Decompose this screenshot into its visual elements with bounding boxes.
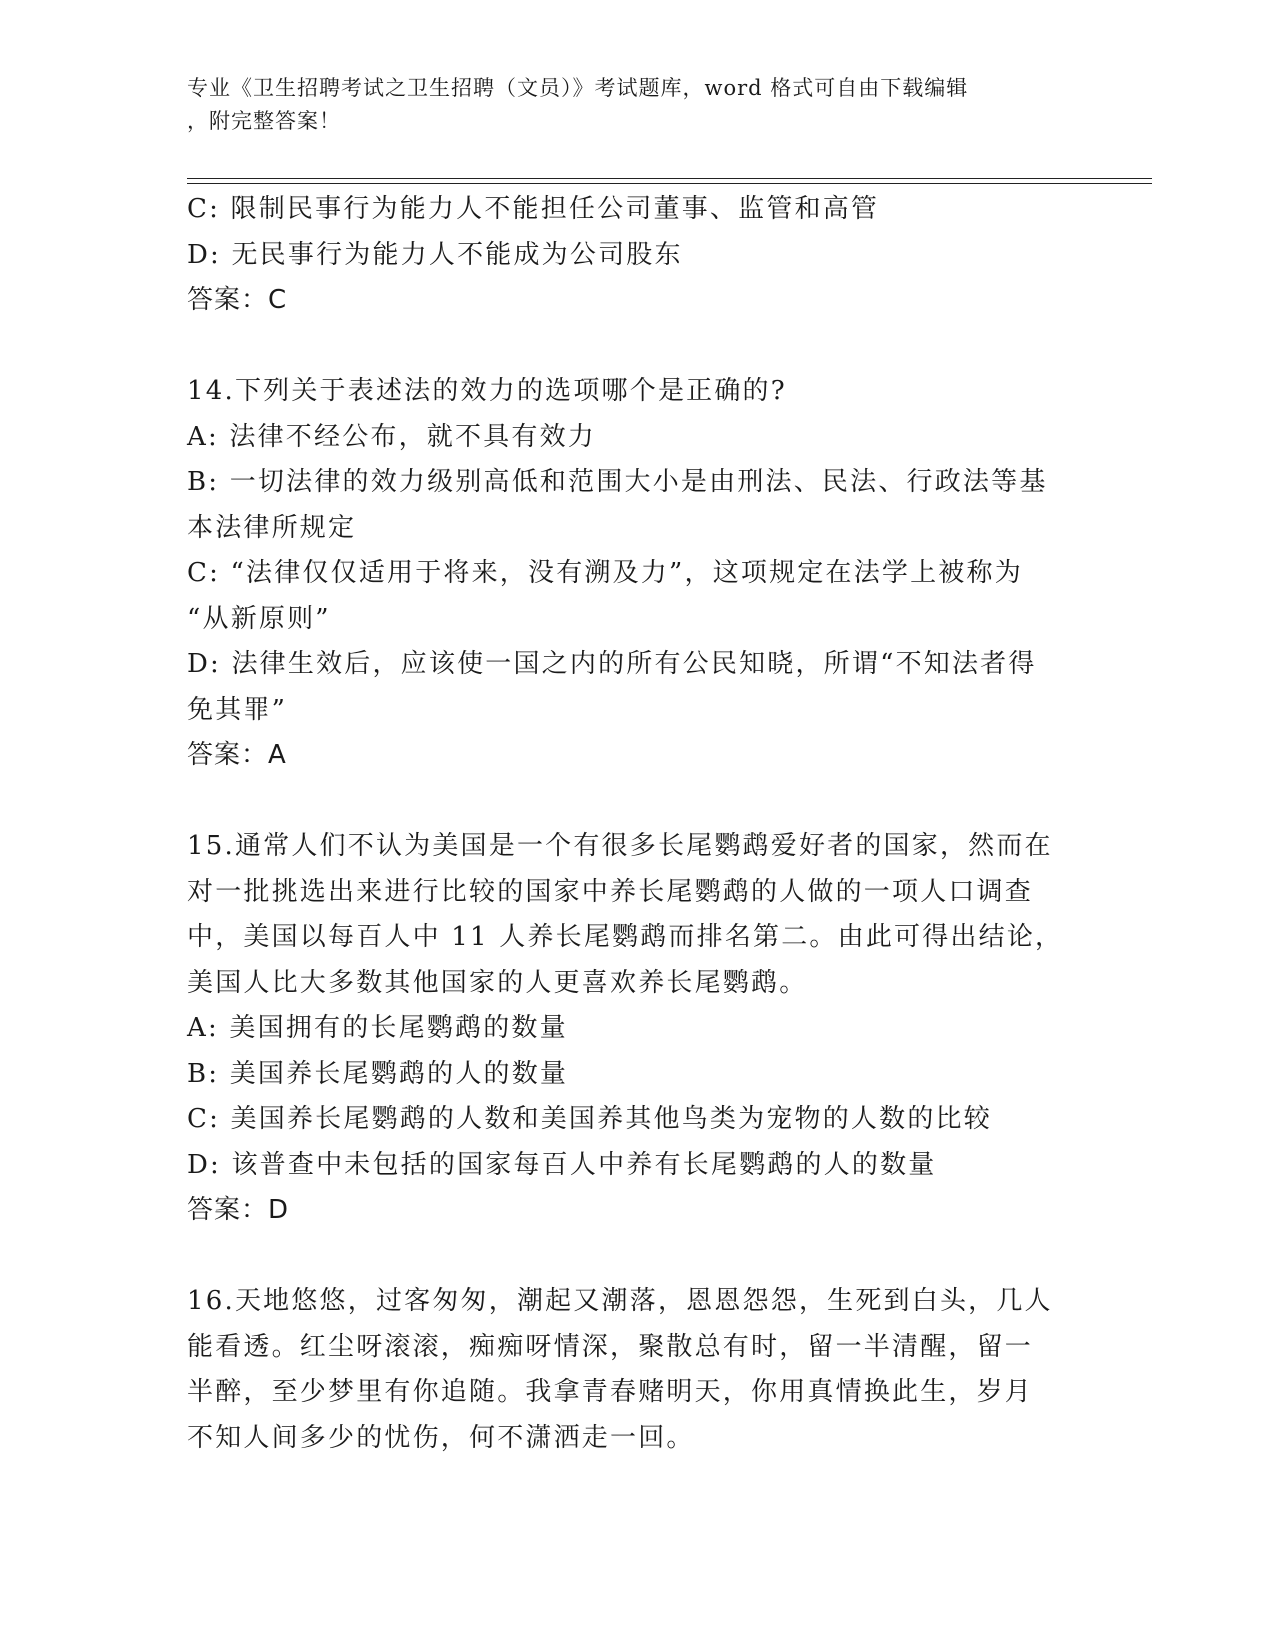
option-d-line-2: 免其罪” bbox=[187, 694, 288, 725]
spacer bbox=[187, 324, 1077, 370]
question-stem-line-4: 不知人间多少的忧伤，何不潇洒走一回。 bbox=[187, 1422, 695, 1453]
option-d: D: 该普查中未包括的国家每百人中养有长尾鹦鹉的人的数量 bbox=[187, 1149, 937, 1180]
option-c: C: 限制民事行为能力人不能担任公司董事、监管和高管 bbox=[187, 194, 880, 224]
document-header bbox=[187, 72, 1087, 138]
question-stem: 14.下列关于表述法的效力的选项哪个是正确的? bbox=[187, 376, 787, 406]
option-a: A: 法律不经公布，就不具有效力 bbox=[187, 421, 597, 452]
option-b: B: 美国养长尾鹦鹉的人的数量 bbox=[187, 1058, 569, 1089]
option-b-line-1: B: 一切法律的效力级别高低和范围大小是由刑法、民法、行政法等基 bbox=[187, 467, 1048, 497]
spacer bbox=[187, 1234, 1077, 1280]
option-d-line-1: D: 法律生效后，应该使一国之内的所有公民知晓，所谓“不知法者得 bbox=[187, 649, 1037, 679]
question-stem-line-1: 15.通常人们不认为美国是一个有很多长尾鹦鹉爱好者的国家，然而在 bbox=[187, 831, 1053, 861]
question-stem-line-4: 美国人比大多数其他国家的人更喜欢养长尾鹦鹉。 bbox=[187, 967, 808, 998]
question-content bbox=[187, 187, 1077, 1461]
question-14 bbox=[187, 369, 1077, 779]
question-stem-line-2: 能看透。红尘呀滚滚，痴痴呀情深，聚散总有时，留一半清醒，留一 bbox=[187, 1331, 1034, 1362]
option-c-line-2: “从新原则” bbox=[187, 603, 331, 634]
answer: 答案：D bbox=[187, 1195, 290, 1225]
spacer bbox=[187, 779, 1077, 825]
question-13-tail bbox=[187, 187, 1077, 324]
option-a: A: 美国拥有的长尾鹦鹉的数量 bbox=[187, 1013, 568, 1043]
question-16 bbox=[187, 1279, 1077, 1461]
option-c: C: 美国养长尾鹦鹉的人数和美国养其他鸟类为宠物的人数的比较 bbox=[187, 1104, 992, 1134]
header-line-1: 专业《卫生招聘考试之卫生招聘（文员）》考试题库，word 格式可自由下载编辑 bbox=[187, 76, 969, 100]
answer: 答案：C bbox=[187, 285, 288, 315]
question-stem-line-3: 半醉，至少梦里有你追随。我拿青春赌明天，你用真情换此生，岁月 bbox=[187, 1377, 1034, 1407]
question-stem-line-3: 中，美国以每百人中 11 人养长尾鹦鹉而排名第二。由此可得出结论， bbox=[187, 922, 1064, 952]
question-stem-line-1: 16.天地悠悠，过客匆匆，潮起又潮落，恩恩怨怨，生死到白头，几人 bbox=[187, 1286, 1053, 1316]
question-15 bbox=[187, 824, 1077, 1234]
header-divider-bottom bbox=[187, 183, 1152, 184]
option-b-line-2: 本法律所规定 bbox=[187, 512, 357, 543]
option-d: D: 无民事行为能力人不能成为公司股东 bbox=[187, 239, 683, 270]
option-c-line-1: C: “法律仅仅适用于将来，没有溯及力”，这项规定在法学上被称为 bbox=[187, 558, 1023, 588]
header-divider-top bbox=[187, 178, 1152, 179]
header-line-2: ，附完整答案！ bbox=[187, 109, 341, 133]
answer: 答案：A bbox=[187, 740, 287, 770]
question-stem-line-2: 对一批挑选出来进行比较的国家中养长尾鹦鹉的人做的一项人口调查 bbox=[187, 876, 1034, 907]
